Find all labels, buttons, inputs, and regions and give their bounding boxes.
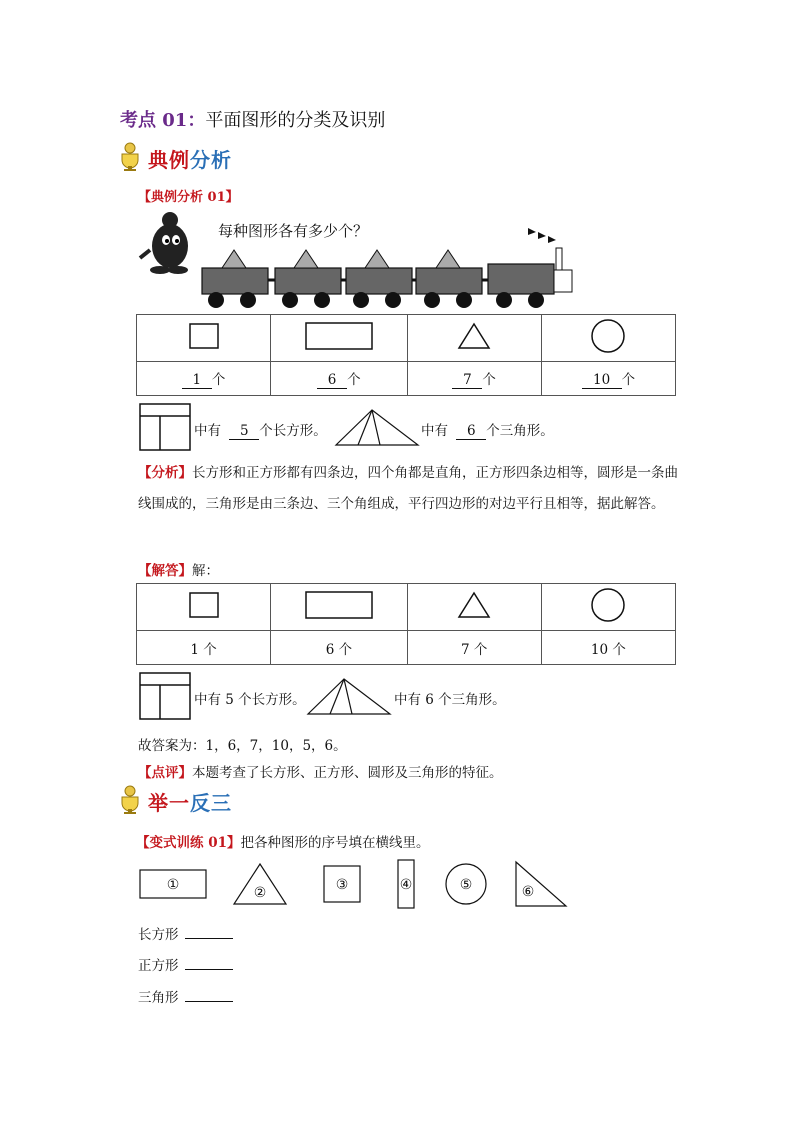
fill-label: 三角形	[138, 990, 179, 1006]
triangle-shape	[457, 591, 491, 619]
analysis-text: 长方形和正方形都有四条边，四个角都是直角，正方形四条边相等，圆形是一条曲线围成的，三角形是由三条边、三个角组成，平行四边形的对边平行且相等，据此解答。	[138, 465, 678, 512]
practice-tag: 【变式训练 01】	[136, 835, 241, 851]
fill-item	[138, 986, 233, 1006]
triangle-answer: 6	[456, 423, 486, 440]
square-shape	[188, 591, 220, 619]
unit-label: 个	[621, 372, 636, 388]
triangle-figure	[306, 677, 392, 717]
page-title	[120, 106, 385, 132]
solution-line	[138, 559, 219, 579]
example-tag: 【典例分析 01】	[138, 190, 239, 205]
suffix-text: 个长方形。	[259, 423, 327, 439]
fill-blank[interactable]	[185, 969, 233, 970]
section-1-part2: 分析	[190, 148, 232, 172]
heading-text: 平面图形的分类及识别	[205, 110, 386, 131]
shape-number-6: ⑥	[521, 884, 535, 900]
shape-number-5: ⑤	[459, 877, 473, 893]
speech-text: 每种图形各有多少个？	[218, 222, 369, 240]
shape-number-2: ②	[253, 885, 267, 901]
mascot-icon	[140, 212, 188, 274]
fill-blank[interactable]	[185, 938, 233, 939]
section-2-part1: 举一	[148, 791, 190, 815]
final-answer: 故答案为：1，6，7，10，5，6。	[138, 738, 347, 754]
fill-label: 长方形	[138, 927, 179, 943]
circle-shape	[589, 586, 627, 624]
analysis-tag: 【分析】	[138, 465, 192, 481]
triangle-figure	[334, 408, 420, 448]
trophy-icon	[118, 142, 146, 172]
shape-number-4: ④	[399, 877, 413, 893]
comment-text: 本题考查了长方形、正方形、圆形及三角形的特征。	[192, 765, 503, 781]
answer-cell-4: 10	[582, 372, 622, 389]
prefix-text: 中有	[194, 423, 221, 439]
rect-answer: 5	[229, 423, 259, 440]
comment-tag: 【点评】	[138, 765, 192, 781]
solution-cell-3: 7 个	[407, 631, 541, 665]
triangle-shape	[457, 322, 491, 350]
rectangle-shape	[304, 321, 374, 351]
solution-table	[136, 583, 676, 665]
comment-line	[138, 761, 503, 781]
circle-shape	[589, 317, 627, 355]
shape-number-1: ①	[166, 877, 180, 893]
suffix-text: 个三角形。	[486, 423, 554, 439]
solution-cell-2: 6 个	[271, 631, 407, 665]
unit-label: 个	[347, 372, 361, 388]
solution-cell-1: 1 个	[137, 631, 271, 665]
fill-item	[138, 923, 233, 943]
prefix-text: 中有	[421, 423, 448, 439]
shape-number-3: ③	[335, 877, 349, 893]
analysis-paragraph	[138, 458, 678, 520]
rectangle-shape	[304, 590, 374, 620]
answer-cell-3: 7	[452, 372, 482, 389]
train-illustration	[136, 206, 576, 310]
heading-label: 考点 01：	[120, 110, 206, 131]
practice-shapes	[136, 856, 576, 912]
triangle-count-line	[421, 419, 554, 440]
solution-text: 解：	[192, 563, 219, 579]
example-table	[136, 314, 676, 396]
rect-figure	[138, 402, 192, 452]
section-2-part2: 反三	[190, 791, 232, 815]
solution-cell-4: 10 个	[541, 631, 675, 665]
fill-label: 正方形	[138, 958, 179, 974]
unit-label: 个	[211, 372, 226, 388]
practice-text: 把各种图形的序号填在横线里。	[240, 835, 430, 851]
unit-label: 个	[482, 372, 496, 388]
solution-tag: 【解答】	[138, 563, 192, 579]
answer-cell-2: 6	[317, 372, 347, 389]
rect-figure	[138, 671, 192, 721]
trophy-icon	[118, 785, 146, 815]
answer-cell-1: 1	[182, 372, 212, 389]
fill-blank[interactable]	[185, 1001, 233, 1002]
practice-line	[136, 831, 430, 851]
square-shape	[188, 322, 220, 350]
rect-count-line	[194, 419, 327, 440]
section-1-part1: 典例	[148, 148, 190, 172]
fill-item	[138, 954, 233, 974]
solution-rect-line: 中有 5 个长方形。	[194, 692, 306, 708]
solution-triangle-line: 中有 6 个三角形。	[394, 692, 506, 708]
